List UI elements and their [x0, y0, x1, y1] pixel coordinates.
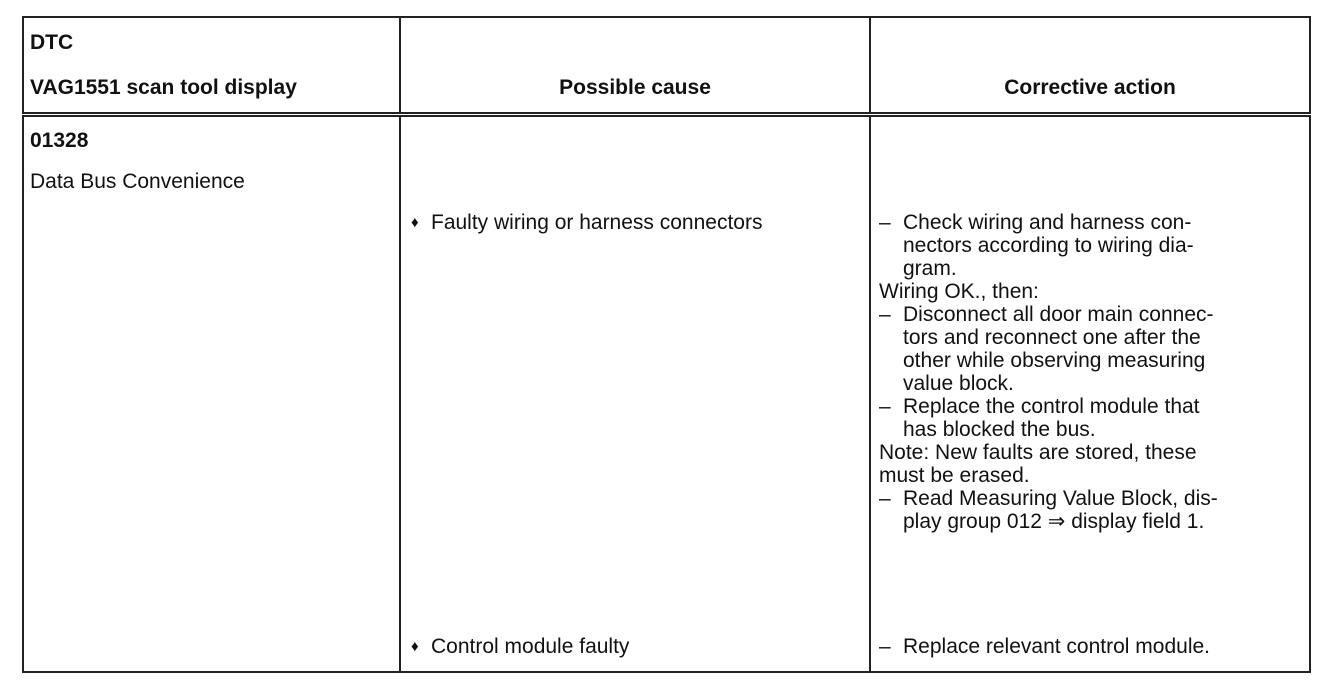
corrective-action-note: Wiring OK., then: — [879, 279, 1039, 303]
action-text: Check wiring and harness con- nectors according to wiring dia- gram. — [903, 210, 1194, 280]
header-possible-cause: Possible cause — [400, 17, 870, 114]
corrective-action-note: Note: New faults are stored, these must be erased. — [879, 440, 1197, 487]
cause-item — [411, 211, 863, 234]
diamond-bullet-icon: ♦ — [411, 213, 419, 231]
dtc-table — [22, 16, 1311, 673]
action-text: Read Measuring Value Block, dis- play group 012 ⇒ display field 1. — [903, 486, 1218, 533]
table-row — [23, 114, 1310, 672]
corrective-action-step — [879, 303, 1303, 395]
dash-bullet-icon: – — [879, 486, 891, 510]
dash-bullet-icon: – — [879, 394, 891, 418]
action-text: Disconnect all door main connec- tors and reconnect one after the other while observing measuring value block. — [903, 302, 1214, 395]
cause-text: Control module faulty — [431, 634, 630, 658]
dtc-name: Data Bus Convenience — [30, 169, 245, 193]
header-scan-tool-label: VAG1551 scan tool display — [30, 76, 297, 99]
header-dtc — [23, 17, 400, 114]
action-text: Replace the control module that has blocked the bus. — [903, 394, 1200, 441]
corrective-action-step — [879, 635, 1210, 658]
corrective-action-step — [879, 487, 1303, 533]
corrective-action-list — [879, 211, 1303, 533]
table-header-row — [23, 17, 1310, 114]
header-corrective-action: Corrective action — [870, 17, 1310, 114]
corrective-action-step — [879, 395, 1303, 441]
action-text: Replace relevant control module. — [903, 634, 1211, 658]
cause-item — [411, 635, 629, 658]
dash-bullet-icon: – — [879, 210, 891, 234]
dash-bullet-icon: – — [879, 302, 891, 326]
dtc-cell — [23, 114, 400, 672]
header-dtc-label: DTC — [30, 31, 74, 54]
dash-bullet-icon: – — [879, 634, 891, 658]
dtc-code: 01328 — [30, 128, 89, 152]
diamond-bullet-icon: ♦ — [411, 637, 419, 655]
corrective-action-step — [879, 211, 1303, 280]
cause-text: Faulty wiring or harness connectors — [431, 210, 763, 234]
corrective-action-cell — [870, 114, 1310, 672]
possible-cause-cell — [400, 114, 870, 672]
